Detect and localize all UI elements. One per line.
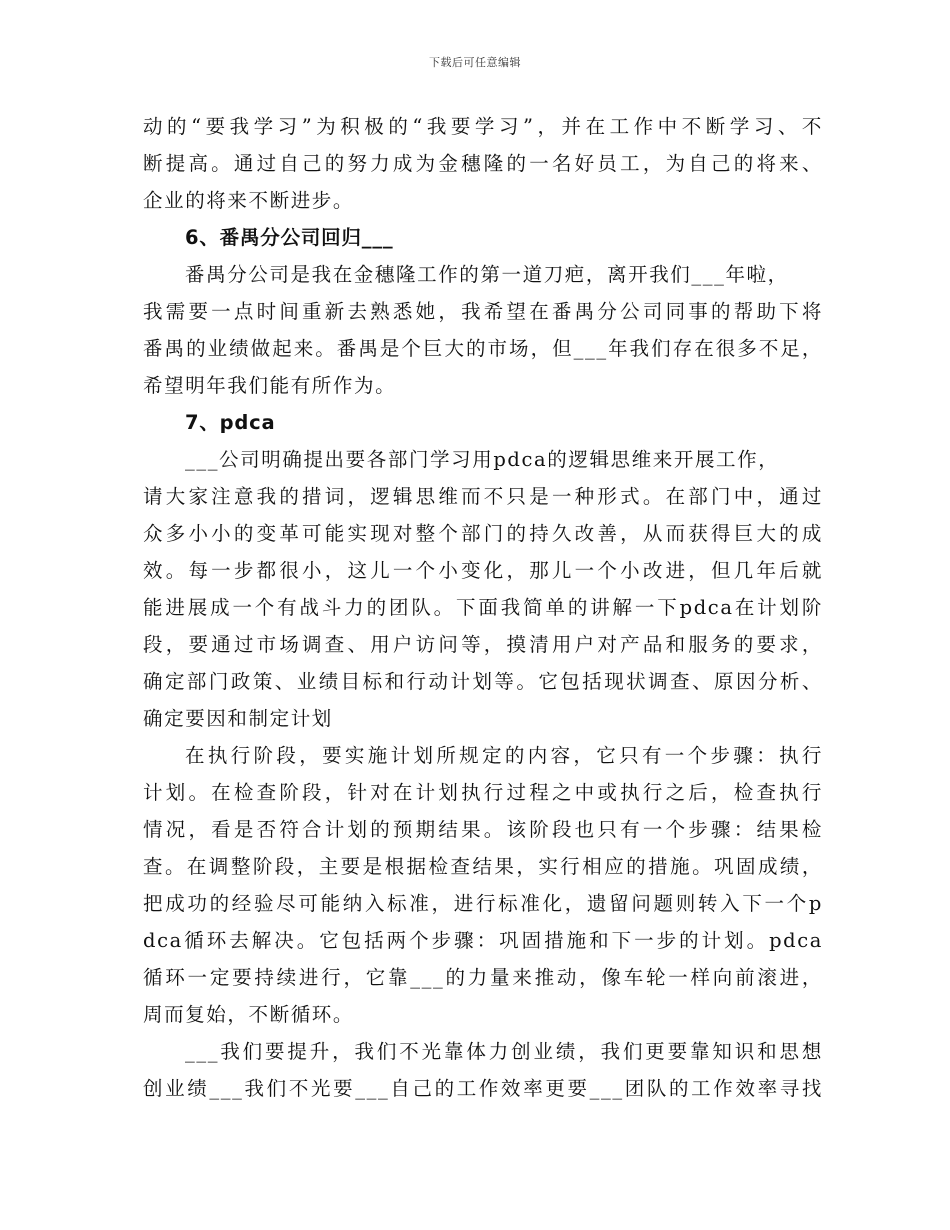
paragraph-line: 能进展成一个有战斗力的团队。下面我简单的讲解一下pdca在计划阶 [143,596,823,619]
paragraph-line: 循环一定要持续进行，它靠___的力量来推动，像车轮一样向前滚进， [143,966,823,989]
paragraph-line: 番禺的业绩做起来。番禺是个巨大的市场，但___年我们存在很多不足， [143,337,823,360]
paragraph-line: ___公司明确提出要各部门学习用pdca的逻辑思维来开展工作， [185,448,780,471]
paragraph-line: 确定要因和制定计划 [143,707,333,730]
paragraph-line: 确定部门政策、业绩目标和行动计划等。它包括现状调查、原因分析、 [143,670,823,693]
paragraph-line: 把成功的经验尽可能纳入标准，进行标准化，遗留问题则转入下一个p [143,892,823,915]
paragraph-line: dca循环去解决。它包括两个步骤：巩固措施和下一步的计划。pdca [143,929,823,952]
paragraph-line: ___我们要提升，我们不光靠体力创业绩，我们更要靠知识和思想 [185,1040,823,1063]
paragraph-line: 查。在调整阶段，主要是根据检查结果，实行相应的措施。巩固成绩， [143,855,823,878]
paragraph-line: 希望明年我们能有所作为。 [143,374,397,397]
paragraph-line: 断提高。通过自己的努力成为金穗隆的一名好员工，为自己的将来、 [143,152,823,175]
page-header: 下载后可任意编辑 [429,56,521,69]
paragraph-line: 情况，看是否符合计划的预期结果。该阶段也只有一个步骤：结果检 [143,818,823,841]
paragraph-line: 动的“要我学习”为积极的“我要学习”，并在工作中不断学习、不 [143,115,823,138]
paragraph-line: 众多小小的变革可能实现对整个部门的持久改善，从而获得巨大的成 [143,522,823,545]
section-heading: 6、番禺分公司回归___ [185,226,394,249]
paragraph-line: 创业绩___我们不光要___自己的工作效率更要___团队的工作效率寻找 [143,1077,823,1100]
paragraph-line: 周而复始，不断循环。 [143,1003,355,1026]
paragraph-line: 在执行阶段，要实施计划所规定的内容，它只有一个步骤：执行 [185,744,823,767]
paragraph-line: 效。每一步都很小，这儿一个小变化，那儿一个小改进，但几年后就 [143,559,823,582]
section-heading: 7、pdca [185,411,276,434]
paragraph-line: 请大家注意我的措词，逻辑思维而不只是一种形式。在部门中，通过 [143,485,823,508]
paragraph-line: 企业的将来不断进步。 [143,189,355,212]
document-body [143,108,823,1107]
paragraph-line: 段，要通过市场调查、用户访问等，摸清用户对产品和服务的要求， [143,633,823,656]
paragraph-line: 番禺分公司是我在金穗隆工作的第一道刀疤，离开我们___年啦， [185,263,789,286]
paragraph-line: 计划。在检查阶段，针对在计划执行过程之中或执行之后，检查执行 [143,781,823,804]
paragraph-line: 我需要一点时间重新去熟悉她，我希望在番禺分公司同事的帮助下将 [143,300,823,323]
